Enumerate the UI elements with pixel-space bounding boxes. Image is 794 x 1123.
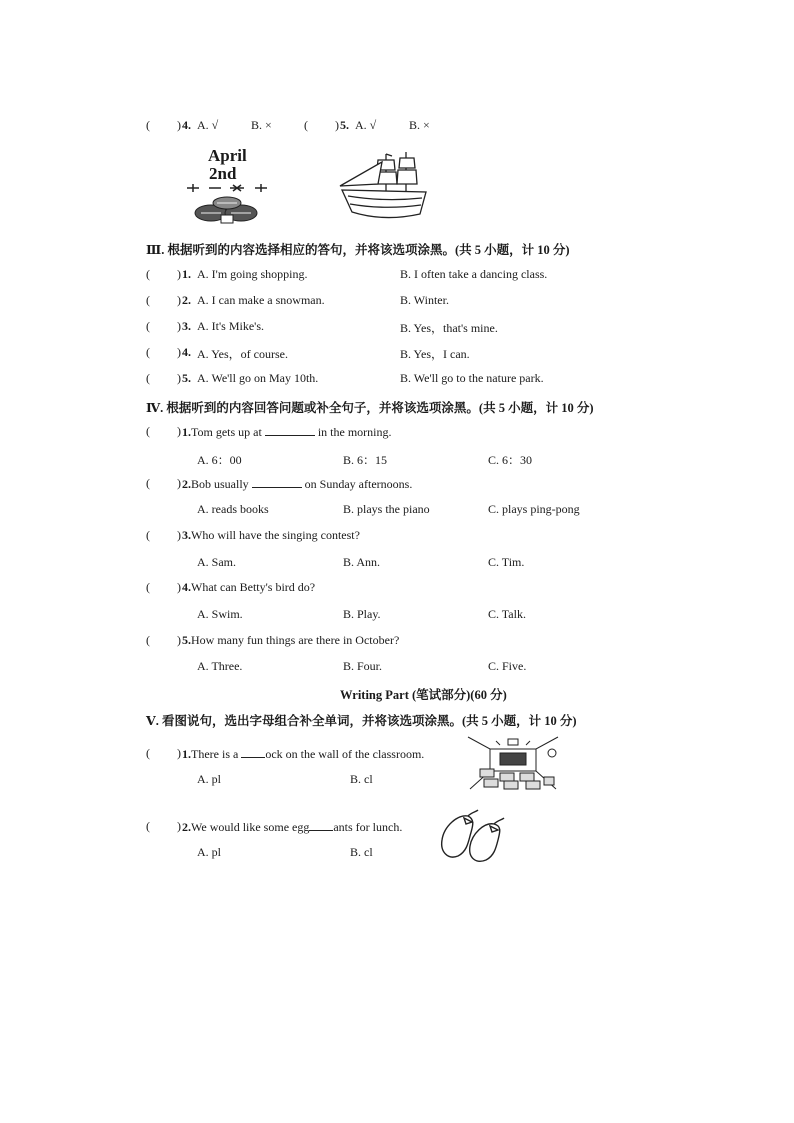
answer-paren-close: ) [335,118,339,132]
fill-in-blank[interactable] [252,476,302,488]
section-title: Ⅲ. 根据听到的内容选择相应的答句，并将该选项涂黑。(共 5 小题，计 10 分) [146,243,570,257]
answer-paren[interactable]: ( [304,118,308,132]
option-a[interactable]: A. Three. [197,659,243,673]
question-number: 4. [182,118,191,132]
option-b[interactable]: B. Yes，I can. [400,347,470,361]
fill-in-blank[interactable] [309,819,333,831]
option-b[interactable]: B. I often take a dancing class. [400,267,548,281]
option-c[interactable]: C. Tim. [488,555,525,569]
answer-paren[interactable]: ( [146,633,150,647]
option-c[interactable]: C. plays ping-pong [488,502,580,516]
option-a[interactable]: A. We'll go on May 10th. [197,371,319,385]
answer-paren[interactable]: ( [146,819,150,833]
answer-paren-close: ) [177,528,181,542]
question-text: 4.What can Betty's bird do? [182,580,316,594]
question-number: 3. [182,319,191,333]
question-text: 1.There is a ock on the wall of the classroom. [182,747,425,761]
answer-paren[interactable]: ( [146,424,150,438]
answer-paren-close: ) [177,319,181,333]
option-b[interactable]: B. Ann. [343,555,381,569]
option-a[interactable]: A. I'm going shopping. [197,267,308,281]
question-number: 4. [182,345,191,359]
option-b[interactable]: B. × [409,118,430,132]
answer-paren[interactable]: ( [146,476,150,490]
answer-paren-close: ) [177,633,181,647]
question-text: 1.Tom gets up at in the morning. [182,425,392,439]
section-title: Ⅴ. 看图说句，选出字母组合补全单词，并将该选项涂黑。(共 5 小题，计 10 分) [146,714,577,728]
option-b[interactable]: B. We'll go to the nature park. [400,371,544,385]
option-a[interactable]: A. Swim. [197,607,243,621]
answer-paren[interactable]: ( [146,267,150,281]
option-a[interactable]: A. pl [197,845,221,859]
question-text: 5.How many fun things are there in October? [182,633,400,647]
option-c[interactable]: C. Talk. [488,607,526,621]
option-a[interactable]: A. Yes，of course. [197,347,288,361]
question-number: 5. [340,118,349,132]
answer-paren-close: ) [177,476,181,490]
fill-in-blank[interactable] [241,746,265,758]
fools-day-icon [185,183,270,225]
section-title: Ⅳ. 根据听到的内容回答问题或补全句子，并将该选项涂黑。(共 5 小题，计 10 分) [146,401,594,415]
answer-paren[interactable]: ( [146,345,150,359]
question-number: 1. [182,267,191,281]
answer-paren-close: ) [177,746,181,760]
classroom-icon [466,735,561,791]
option-a[interactable]: A. 6：00 [197,453,242,467]
question-number: 5. [182,371,191,385]
option-b[interactable]: B. cl [350,845,373,859]
calendar-day: 2nd [209,164,237,183]
answer-paren-close: ) [177,345,181,359]
writing-part-heading: Writing Part (笔试部分)(60 分) [340,688,507,702]
answer-paren-close: ) [177,293,181,307]
answer-paren-close: ) [177,819,181,833]
answer-paren-close: ) [177,580,181,594]
option-b[interactable]: B. 6：15 [343,453,388,467]
option-b[interactable]: B. cl [350,772,373,786]
option-b[interactable]: B. plays the piano [343,502,430,516]
option-a[interactable]: A. √ [355,118,377,132]
option-a[interactable]: A. Sam. [197,555,236,569]
fill-in-blank[interactable] [265,424,315,436]
option-b[interactable]: B. Play. [343,607,381,621]
sailing-ship-icon [334,150,434,225]
answer-paren[interactable]: ( [146,118,150,132]
option-b[interactable]: B. Yes，that's mine. [400,321,498,335]
option-a[interactable]: A. reads books [197,502,269,516]
answer-paren-close: ) [177,267,181,281]
option-b[interactable]: B. Winter. [400,293,449,307]
answer-paren[interactable]: ( [146,580,150,594]
answer-paren-close: ) [177,118,181,132]
option-a[interactable]: A. It's Mike's. [197,319,264,333]
question-text: 2.We would like some egg ants for lunch. [182,820,403,834]
answer-paren-close: ) [177,371,181,385]
answer-paren-close: ) [177,424,181,438]
option-a[interactable]: A. pl [197,772,221,786]
option-b[interactable]: B. Four. [343,659,383,673]
option-c[interactable]: C. 6：30 [488,453,533,467]
option-b[interactable]: B. × [251,118,272,132]
option-c[interactable]: C. Five. [488,659,527,673]
answer-paren[interactable]: ( [146,319,150,333]
option-a[interactable]: A. I can make a snowman. [197,293,325,307]
question-text: 2.Bob usually on Sunday afternoons. [182,477,413,491]
answer-paren[interactable]: ( [146,746,150,760]
question-number: 2. [182,293,191,307]
answer-paren[interactable]: ( [146,528,150,542]
answer-paren[interactable]: ( [146,293,150,307]
eggplant-icon [438,808,508,864]
calendar-month: April [208,146,247,165]
question-text: 3.Who will have the singing contest? [182,528,360,542]
answer-paren[interactable]: ( [146,371,150,385]
option-a[interactable]: A. √ [197,118,219,132]
